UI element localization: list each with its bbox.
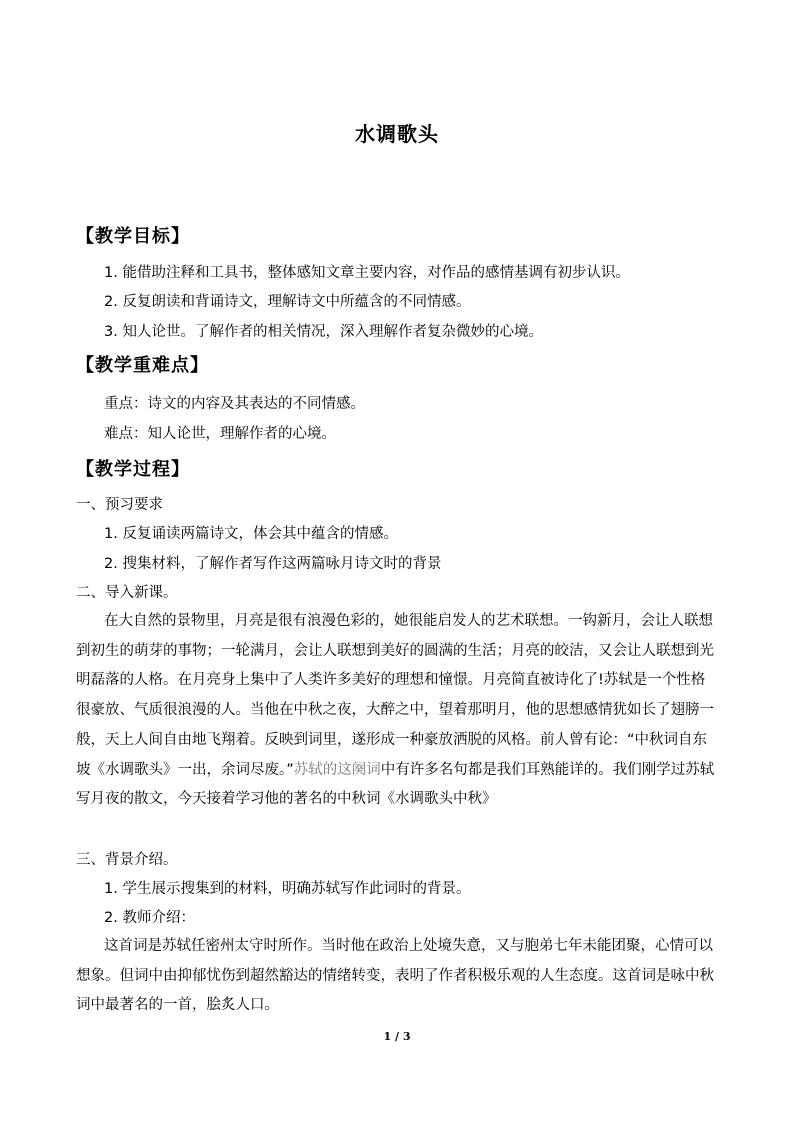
preview-item: 1. 反复诵读两篇诗文，体会其中蕴含的情感。 xyxy=(104,526,398,542)
intro-paragraph-tail: 中有许多名句都是我们耳熟能详的。我们刚学过苏轼写月夜的散文，今天接着学习他的著名的中秋词《水调歌头中秋》 xyxy=(76,761,715,808)
keypoint-item: 重点：诗文的内容及其表达的不同情感。 xyxy=(104,396,365,412)
background-item: 1. 学生展示搜集到的材料，明确苏轼写作此词时的背景。 xyxy=(104,881,471,897)
part-title-background: 三、背景介绍。 xyxy=(76,852,178,868)
intro-paragraph xyxy=(76,607,716,815)
goal-item: 1. 能借助注释和工具书，整体感知文章主要内容，对作品的感情基调有初步认识。 xyxy=(104,265,630,281)
background-item: 2. 教师介绍： xyxy=(104,910,195,926)
part-title-preview: 一、预习要求 xyxy=(76,497,163,513)
section-heading-keypoints: 【教学重难点】 xyxy=(76,355,209,376)
keypoint-item: 难点：知人论世，理解作者的心境。 xyxy=(104,426,336,442)
intro-paragraph-main: 在大自然的景物里，月亮是很有浪漫色彩的，她很能启发人的艺术联想。一钩新月，会让人联想到初生的萌芽的事物；一轮满月，会让人联想到美好的圆满的生活；月亮的皎洁，又会让人联想到光明磊落的人格。在月亮身上集中了人类许多美好的理想和憧憬。月亮简直被诗化了!苏轼是一个性格很豪放、气质很浪漫的人。当他在中秋之夜，大醉之中，望着那明月，他的思想感情犹如长了翅膀一般，天上人间自由地飞翔着。反映到词里，遂形成一种豪放洒脱的风格。前人曾有论：“中秋词自东坡《水调歌头》一出，余词尽废。” xyxy=(76,613,714,778)
background-paragraph: 这首词是苏轼任密州太守时所作。当时他在政治上处境失意，又与胞弟七年未能团聚，心情可以想象。但词中由抑郁忧伤到超然豁达的情绪转变，表明了作者积极乐观的人生态度。这首词是咏中秋词中最著名的一首，脍炙人口。 xyxy=(76,938,714,1014)
section-heading-goals: 【教学目标】 xyxy=(76,226,190,247)
part-title-intro: 二、导入新课。 xyxy=(76,585,178,601)
page-number: 1 / 3 xyxy=(383,1030,411,1043)
goal-item: 3. 知人论世。了解作者的相关情况，深入理解作者复杂微妙的心境。 xyxy=(104,324,543,340)
section-heading-process: 【教学过程】 xyxy=(76,459,190,480)
intro-paragraph-gray: 苏轼的这阕词 xyxy=(293,761,381,778)
goal-item: 2. 反复朗读和背诵诗文，理解诗文中所蕴含的不同情感。 xyxy=(104,294,471,310)
preview-item: 2. 搜集材料，了解作者写作这两篇咏月诗文时的背景 xyxy=(104,556,442,572)
page-title: 水调歌头 xyxy=(355,122,439,146)
